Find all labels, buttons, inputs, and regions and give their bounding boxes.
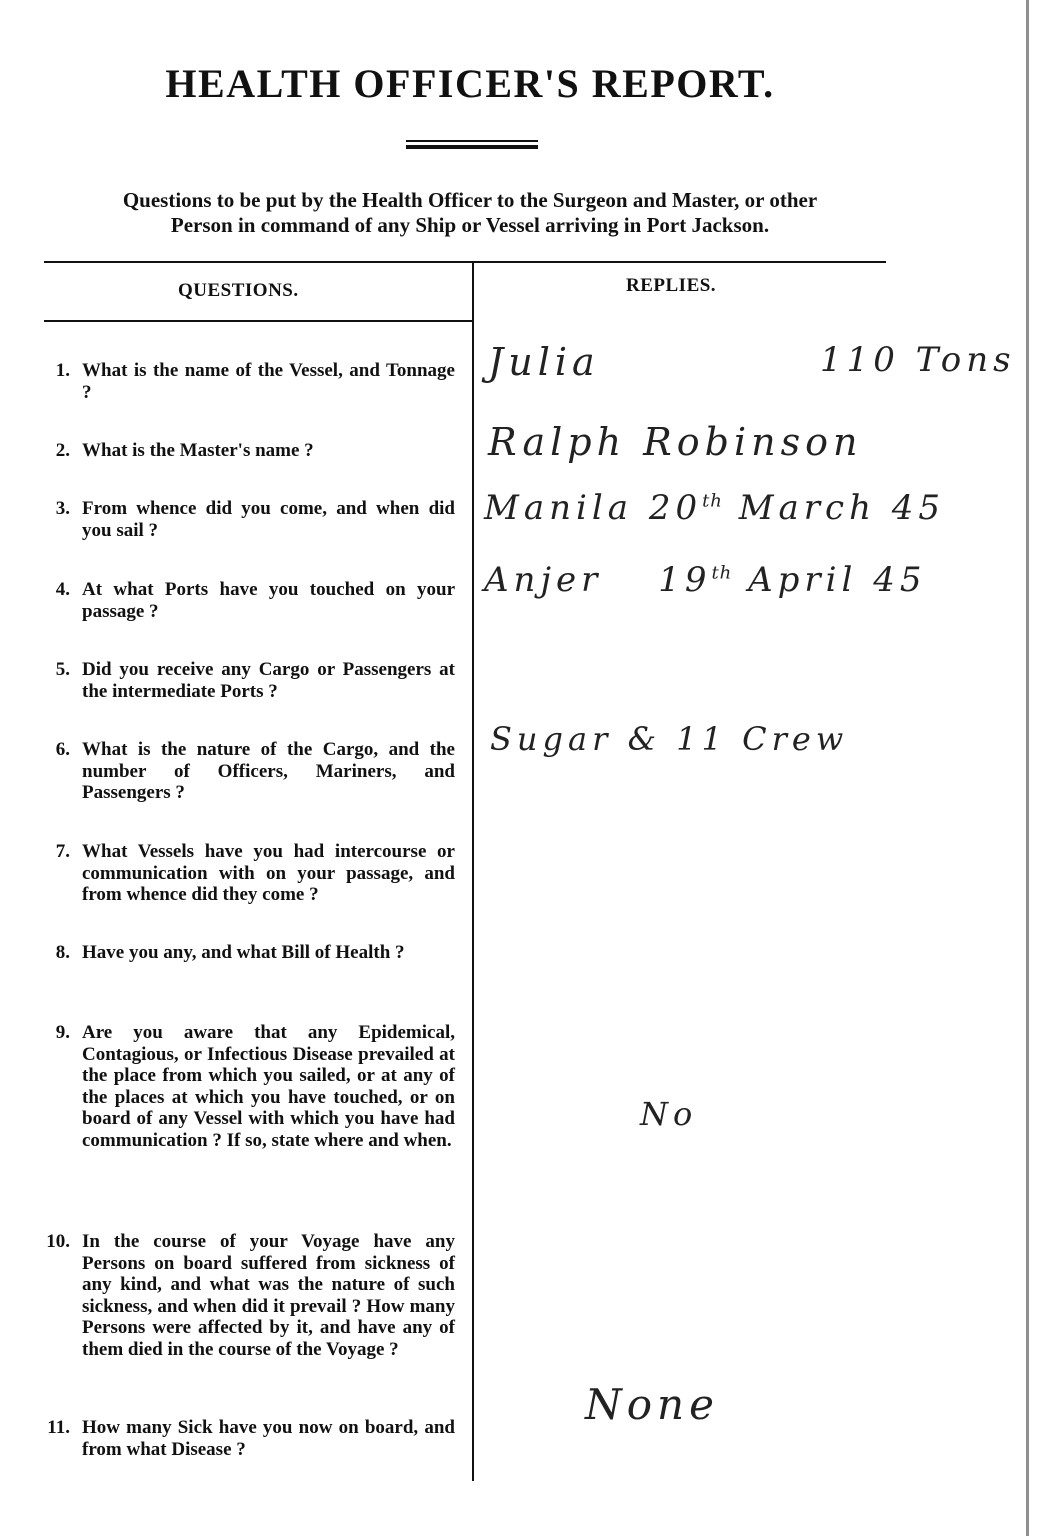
question-text: Have you any, and what Bill of Health ? — [82, 942, 405, 963]
question-6 — [30, 739, 455, 804]
question-number: 6. — [55, 739, 70, 760]
question-text: What Vessels have you had intercourse or communication with on your passage, and from whence did they come ? — [82, 841, 455, 905]
subtitle-line-2: Person in command of any Ship or Vessel arriving in Port Jackson. — [170, 213, 770, 237]
question-10 — [30, 1231, 455, 1360]
reply-epidemic: No — [640, 1095, 698, 1133]
subtitle-line-1: Questions to be put by the Health Officer to the Surgeon and Master, or other — [122, 188, 818, 212]
question-text: In the course of your Voyage have any Persons on board suffered from sickness of any kind, and what was the nature of such sickness, and when did it prevail ? How many Persons were affected by it, and have any of them died in the course of the Voyage ? — [82, 1231, 455, 1360]
reply-cargo: Sugar & 11 Crew — [490, 720, 849, 758]
reply-departure — [484, 488, 945, 528]
question-number: 5. — [55, 659, 70, 680]
question-number: 10. — [46, 1231, 70, 1252]
question-text: How many Sick have you now on board, and from what Disease ? — [82, 1417, 455, 1460]
question-8 — [30, 942, 455, 964]
reply-port-date: April 45 — [748, 560, 927, 600]
question-9 — [30, 1022, 455, 1151]
report-subtitle — [40, 188, 900, 238]
question-3 — [30, 498, 455, 541]
page-edge — [1026, 0, 1029, 1536]
question-text: Did you receive any Cargo or Passengers at the intermediate Ports ? — [82, 659, 455, 702]
question-number: 11. — [47, 1417, 70, 1438]
reply-port-place: Anjer — [484, 560, 603, 600]
table-top-rule — [44, 261, 886, 263]
question-text: What is the nature of the Cargo, and the number of Officers, Mariners, and Passengers ? — [82, 739, 455, 803]
question-5 — [30, 659, 455, 702]
question-text: Are you aware that any Epidemical, Contagious, or Infectious Disease prevailed at the place from which you sailed, or at any of the places at which you have touched, or on board of any Vessel with which you have had communication ? If so, state where and when. — [82, 1022, 455, 1151]
question-number: 2. — [55, 440, 70, 461]
question-text: At what Ports have you touched on your passage ? — [82, 579, 455, 622]
question-number: 1. — [55, 360, 70, 381]
reply-tonnage: 110 Tons — [820, 340, 1016, 380]
question-11 — [30, 1417, 455, 1460]
replies-column-header: REPLIES. — [626, 275, 717, 296]
question-7 — [30, 841, 455, 906]
question-number: 8. — [55, 942, 70, 963]
question-text: What is the name of the Vessel, and Tonnage ? — [82, 360, 455, 403]
question-number: 9. — [55, 1022, 70, 1043]
question-number: 7. — [55, 841, 70, 862]
reply-vessel-name: Julia — [488, 340, 600, 384]
question-text: From whence did you come, and when did you sail ? — [82, 498, 455, 541]
question-number: 3. — [55, 498, 70, 519]
reply-departure-place: Manila — [484, 488, 633, 528]
reply-departure-date: March 45 — [738, 488, 946, 528]
column-divider — [472, 261, 474, 1481]
question-text: What is the Master's name ? — [82, 440, 314, 461]
question-number: 4. — [55, 579, 70, 600]
report-title: HEALTH OFFICER'S REPORT. — [165, 61, 775, 106]
header-bottom-rule — [44, 320, 472, 322]
reply-master-name: Ralph Robinson — [488, 420, 863, 464]
reply-departure-day: 20 — [648, 488, 703, 528]
questions-column-header: QUESTIONS. — [178, 280, 299, 301]
reply-sick: None — [585, 1380, 719, 1429]
reply-port-day: 19 — [658, 560, 712, 600]
question-1 — [30, 360, 455, 403]
question-4 — [30, 579, 455, 622]
reply-departure-suffix: th — [702, 490, 723, 512]
title-rule — [406, 140, 538, 149]
question-2 — [30, 440, 455, 462]
reply-port-suffix: th — [711, 562, 733, 584]
reply-ports — [484, 560, 926, 600]
